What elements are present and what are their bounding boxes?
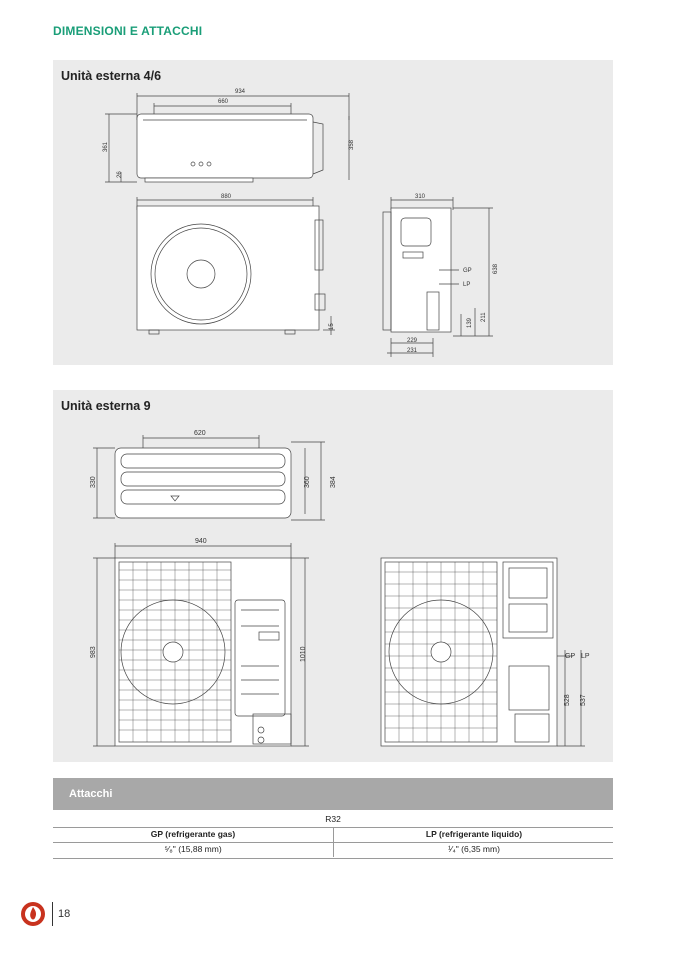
value-row bbox=[53, 842, 613, 859]
dim-15: 15 bbox=[329, 323, 335, 330]
dim-231: 231 bbox=[407, 348, 418, 354]
col-gp-header: GP (refrigerante gas) bbox=[150, 829, 236, 839]
dim-880: 880 bbox=[221, 194, 232, 200]
dim-310: 310 bbox=[415, 194, 426, 200]
attacchi-header bbox=[53, 778, 613, 810]
unit-9-title: Unità esterna 9 bbox=[61, 399, 151, 413]
dim-360: 360 bbox=[304, 476, 311, 488]
page-title: DIMENSIONI E ATTACCHI bbox=[53, 24, 203, 38]
lp-value: ¹⁄₄" (6,35 mm) bbox=[333, 842, 614, 857]
unit-4-6-panel bbox=[53, 60, 613, 365]
dim-211: 211 bbox=[481, 312, 487, 322]
dim-940: 940 bbox=[195, 538, 207, 545]
dim-361: 361 bbox=[103, 141, 109, 152]
unit-4-6-title: Unità esterna 4/6 bbox=[61, 69, 162, 83]
page-number: 18 bbox=[58, 908, 71, 920]
dim-358: 358 bbox=[349, 139, 355, 150]
unit-9-drawing bbox=[53, 390, 613, 762]
brand-flame-logo bbox=[20, 901, 46, 927]
label-lp-9: LP bbox=[581, 653, 590, 660]
refrigerant-row bbox=[53, 811, 613, 828]
unit-4-6-drawing bbox=[53, 60, 613, 365]
dim-330: 330 bbox=[90, 476, 97, 488]
col-lp-header: LP (refrigerante liquido) bbox=[333, 827, 614, 842]
dim-139: 139 bbox=[467, 317, 473, 328]
dim-26: 26 bbox=[117, 171, 123, 178]
dim-229: 229 bbox=[407, 338, 418, 344]
label-lp: LP bbox=[463, 282, 471, 288]
refrigerant-label: R32 bbox=[325, 814, 341, 824]
dim-384: 384 bbox=[330, 476, 337, 488]
dim-983: 983 bbox=[90, 646, 97, 658]
footer-divider bbox=[52, 902, 53, 926]
attacchi-header-label: Attacchi bbox=[69, 788, 113, 800]
column-header-row bbox=[53, 827, 613, 843]
unit-9-panel bbox=[53, 390, 613, 762]
dim-660: 660 bbox=[218, 99, 229, 105]
dim-537: 537 bbox=[580, 694, 587, 706]
dim-528: 528 bbox=[564, 694, 571, 706]
dim-638: 638 bbox=[493, 263, 499, 274]
gp-value: ⁵⁄₈" (15,88 mm) bbox=[164, 844, 222, 854]
dim-1010: 1010 bbox=[300, 646, 307, 662]
dim-620: 620 bbox=[194, 430, 206, 437]
dim-934: 934 bbox=[235, 89, 246, 95]
label-gp-9: GP bbox=[565, 653, 576, 660]
label-gp: GP bbox=[463, 268, 472, 274]
